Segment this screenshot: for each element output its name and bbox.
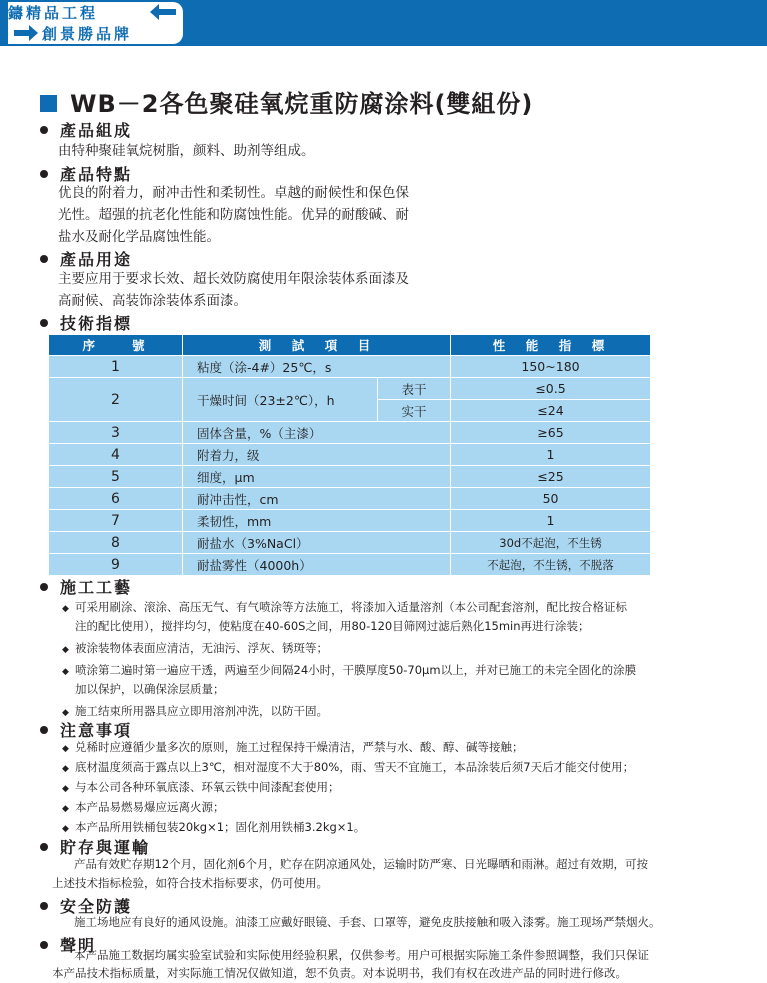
bullet-dot-icon xyxy=(40,170,48,178)
heading-storage: 貯存與運輸 xyxy=(40,835,150,858)
storage-text-line-1: 产品有效贮存期12个月，固化剂6个月，贮存在阴凉通风处，运输时防严寒、日光曝晒和雨淋。超过有效期，可按 xyxy=(74,857,648,871)
composition-text: 由特种聚硅氧烷树脂，颜料、助剂等组成。 xyxy=(58,143,315,159)
bullet-dot-icon xyxy=(40,255,48,263)
list-item: ◆ 本产品易燃易爆应远离火源； xyxy=(62,797,634,817)
statement-text-line-1: 本产品施工数据均属实验室试验和实际使用经验积累，仅供参考。用户可根据实际施工条件参照调整，我们只保证 xyxy=(74,948,649,962)
bullet-dot-icon xyxy=(40,843,48,851)
bullet-dot-icon xyxy=(40,126,48,134)
list-item: ◆ 可采用刷涂、滚涂、高压无气、有气喷涂等方法施工，将漆加入适量溶剂（本公司配套溶剂，配比按合格证标 xyxy=(62,598,636,617)
heading-statement: 聲明 xyxy=(40,933,96,956)
heading-features: 產品特點 xyxy=(40,162,132,185)
diamond-bullet-icon: ◆ xyxy=(62,824,69,834)
bullet-dot-icon xyxy=(40,941,48,949)
spec-table xyxy=(48,334,651,576)
table-row: 8 耐盐水（3%NaCl） 30d不起泡，不生锈 xyxy=(49,532,651,554)
diamond-bullet-icon: ◆ xyxy=(62,804,69,814)
list-item: ◆ 被涂装物体表面应清洁，无油污、浮灰、锈斑等； xyxy=(62,639,636,658)
heading-composition: 產品組成 xyxy=(40,118,132,141)
heading-application: 施工工藝 xyxy=(40,575,132,598)
top-banner xyxy=(0,0,767,46)
diamond-bullet-icon: ◆ xyxy=(62,744,69,754)
list-item: ◆ 本产品所用铁桶包装20kg×1；固化剂用铁桶3.2kg×1。 xyxy=(62,817,634,837)
list-item: ◆ 底材温度须高于露点以上3℃，相对湿度不大于80%，雨、雪天不宜施工，本品涂装后须7天后才能交付使用； xyxy=(62,757,634,777)
list-item-continuation: 加以保护，以确保涂层质量； xyxy=(75,682,225,696)
table-row: 6 耐冲击性，cm 50 xyxy=(49,488,651,510)
table-row: 7 柔韧性，mm 1 xyxy=(49,510,651,532)
heading-uses: 產品用途 xyxy=(40,247,132,270)
header-no: 序 號 xyxy=(49,335,183,356)
list-item: ◆ 喷涂第二遍时第一遍应干透，两遍至少间隔24小时，干膜厚度50-70μm以上，并对已施工的未完全固化的涂膜 xyxy=(62,661,636,680)
list-item: ◆ 与本公司各种环氧底漆、环氧云铁中间漆配套使用； xyxy=(62,777,634,797)
table-row: 1 粘度（涂-4#）25℃，s 150~180 xyxy=(49,356,651,378)
bullet-dot-icon xyxy=(40,319,48,327)
list-item-continuation: 注的配比使用），搅拌均匀，使粘度在40-60S之间，用80-120目筛网过滤后熟化15min再进行涂装； xyxy=(75,619,590,633)
list-item: ◆ 施工结束所用器具应立即用溶剂冲洗，以防干固。 xyxy=(62,702,636,721)
header-item: 測 試 項 目 xyxy=(183,335,451,356)
diamond-bullet-icon: ◆ xyxy=(62,604,69,614)
title-square-marker xyxy=(40,95,57,112)
statement-text-line-2: 本产品技术指标质量，对实际施工情况仅做知道，恕不负责。对本说明书，我们有权在改进产品的同时进行修改。 xyxy=(52,966,627,980)
diamond-bullet-icon: ◆ xyxy=(62,764,69,774)
uses-text: 主要应用于要求长效、超长效防腐使用年限涂装体系面漆及 高耐候、高装饰涂装体系面漆。 xyxy=(58,271,409,309)
application-list xyxy=(62,598,636,721)
heading-safety: 安全防護 xyxy=(40,894,132,917)
diamond-bullet-icon: ◆ xyxy=(62,645,69,655)
diamond-bullet-icon: ◆ xyxy=(62,708,69,718)
arrow-right-icon xyxy=(14,25,38,41)
slogan-line-1: 鑄精品工程 xyxy=(8,4,99,22)
bullet-dot-icon xyxy=(40,583,48,591)
diamond-bullet-icon: ◆ xyxy=(62,784,69,794)
page-title: WB－2各色聚硅氧烷重防腐涂料(雙組份) xyxy=(70,90,534,118)
header-value: 性 能 指 標 xyxy=(451,335,651,356)
table-row: 4 附着力，级 1 xyxy=(49,444,651,466)
storage-text-line-2: 上述技术指标检验，如符合技术指标要求，仍可使用。 xyxy=(52,876,328,890)
table-row: 3 固体含量，%（主漆） ≥65 xyxy=(49,422,651,444)
heading-notes: 注意事項 xyxy=(40,718,132,741)
bullet-dot-icon xyxy=(40,726,48,734)
safety-text: 施工场地应有良好的通风设施。油漆工应戴好眼镜、手套、口罩等，避免皮肤接触和吸入漆雾。施工现场严禁烟火。 xyxy=(74,915,661,929)
notes-list xyxy=(62,737,634,837)
diamond-bullet-icon: ◆ xyxy=(62,667,69,677)
slogan-line-2: 創景勝品牌 xyxy=(42,25,133,43)
bullet-dot-icon xyxy=(40,902,48,910)
list-item: ◆ 兑稀时应遵循少量多次的原则，施工过程保持干燥清洁，严禁与水、酸、醇、碱等接触； xyxy=(62,737,634,757)
table-row: 5 细度，μm ≤25 xyxy=(49,466,651,488)
table-row: 实干 ≤24 xyxy=(49,400,651,422)
arrow-left-icon xyxy=(150,4,176,20)
heading-specs: 技術指標 xyxy=(40,311,132,334)
table-row: 9 耐盐雾性（4000h） 不起泡，不生锈，不脱落 xyxy=(49,554,651,576)
table-row: 2 干燥时间（23±2℃），h 表干 ≤0.5 xyxy=(49,378,651,400)
table-header-row xyxy=(49,335,651,356)
features-text: 优良的附着力，耐冲击性和柔韧性。卓越的耐候性和保色保 光性。超强的抗老化性能和防腐蚀性能。优异的耐酸碱、耐 盐水及耐化学品腐蚀性能。 xyxy=(58,185,409,245)
